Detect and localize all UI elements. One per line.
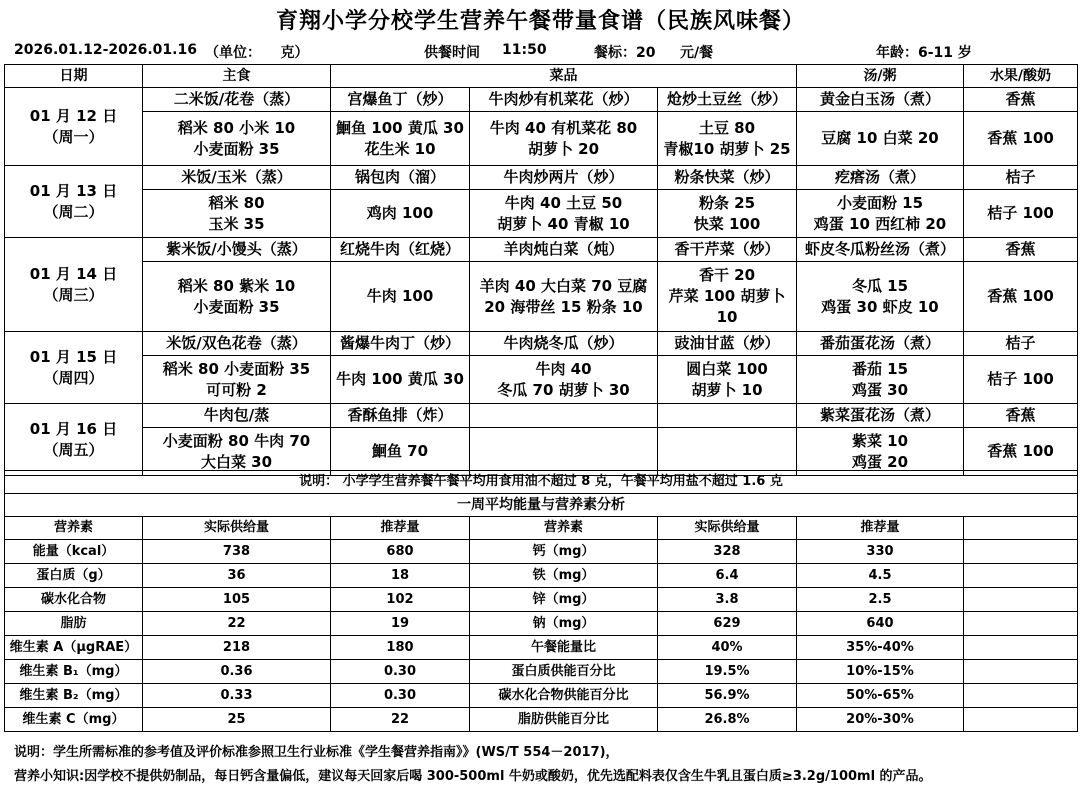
menu-weekday: （周二） [43, 202, 104, 221]
dish-name: 黄金白玉汤（煮） [797, 88, 964, 112]
ingredient-amount: 稻米 80 紫米 10 [177, 276, 296, 295]
nutrient-header-cell: 营养素 [5, 517, 143, 540]
nutrient-cell: 维生素 B₂（mg） [5, 684, 143, 708]
menu-amount-row [5, 428, 1078, 476]
price-label: 餐标：20 [594, 45, 656, 61]
footer-note: 说明：学生所需标准的参考值及评价标准参照卫生行业标准《学生餐营养指南》》(WS/T 554－2017)， [14, 745, 619, 760]
ingredient-amount: 豆腐 10 白菜 20 [821, 129, 939, 147]
ingredient-amount: 鸡蛋 30 虾皮 10 [821, 297, 939, 316]
ingredient-amount: 大白菜 30 [200, 452, 273, 471]
menu-dish-row [5, 238, 1078, 262]
nutrient-cell: 640 [797, 612, 964, 636]
ingredient-amount: 圆白菜 100 [686, 359, 768, 378]
nutrient-cell: 629 [658, 612, 797, 636]
dish-name: 羊肉炖白菜（炖） [470, 238, 658, 262]
ingredient-amount-cell [658, 262, 797, 332]
ingredient-amount-cell [797, 428, 964, 476]
header-staple: 主食 [143, 65, 331, 88]
date-range: 2026.01.12-2026.01.16 [14, 42, 197, 58]
menu-note: 说明： 小学学生营养餐午餐平均用食用油不超过 8 克，午餐平均用盐不超过 1.6 克 [5, 471, 1078, 494]
ingredient-amount: 玉米 35 [208, 214, 265, 233]
dish-name: 宫爆鱼丁（炒） [331, 88, 470, 112]
nutrient-cell: 10%-15% [797, 660, 964, 684]
nutrient-cell: 午餐能量比 [470, 636, 658, 660]
ingredient-amount-cell [658, 428, 797, 476]
menu-dish-row [5, 332, 1078, 356]
ingredient-amount: 牛肉 40 土豆 50 [504, 193, 623, 212]
nutrient-header-cell: 实际供给量 [658, 517, 797, 540]
menu-amount-row [5, 112, 1078, 166]
dish-name: 桔子 [964, 166, 1078, 190]
dish-name: 牛肉烧冬瓜（炒） [470, 332, 658, 356]
ingredient-amount: 香蕉 100 [987, 287, 1054, 305]
nutrient-cell [964, 540, 1078, 564]
ingredient-amount: 可可粉 2 [206, 380, 267, 399]
dish-name: 炝炒土豆丝（炒） [658, 88, 797, 112]
dish-name: 豉油甘蓝（炒） [658, 332, 797, 356]
dish-name: 紫米饭/小馒头（蒸） [143, 238, 331, 262]
ingredient-amount: 胡萝卜 20 [527, 139, 600, 158]
nutrient-cell: 22 [143, 612, 331, 636]
nutrient-cell: 维生素 C（mg） [5, 708, 143, 732]
ingredient-amount-cell [331, 262, 470, 332]
dish-name: 红烧牛肉（红烧） [331, 238, 470, 262]
nutrient-cell: 35%-40% [797, 636, 964, 660]
menu-date: 01 月 13 日 [29, 181, 118, 200]
dish-name: 锅包肉（溜） [331, 166, 470, 190]
dish-name: 酱爆牛肉丁（炒） [331, 332, 470, 356]
menu-header-row [5, 65, 1078, 88]
ingredient-amount: 冬瓜 15 [851, 276, 909, 295]
nutrient-header-cell: 推荐量 [797, 517, 964, 540]
dish-name: 粉条快菜（炒） [658, 166, 797, 190]
nutrient-cell: 40% [658, 636, 797, 660]
nutrient-row [5, 660, 1078, 684]
ingredient-amount-cell [797, 356, 964, 404]
ingredient-amount: 番茄 15 [851, 359, 909, 378]
nutrient-cell: 0.36 [143, 660, 331, 684]
ingredient-amount-cell [470, 428, 658, 476]
ingredient-amount: 小麦面粉 15 [836, 193, 924, 212]
menu-note-row [5, 471, 1078, 494]
nutrient-header-cell: 实际供给量 [143, 517, 331, 540]
ingredient-amount: 鸡肉 100 [366, 204, 434, 222]
menu-weekday: （周四） [43, 368, 104, 387]
dish-name: 香蕉 [964, 404, 1078, 428]
nutrient-cell: 维生素 A（μgRAE） [5, 636, 143, 660]
nutrient-cell: 680 [331, 540, 470, 564]
ingredient-amount: 桔子 100 [987, 204, 1054, 222]
nutrient-cell: 18 [331, 564, 470, 588]
nutrient-cell: 脂肪 [5, 612, 143, 636]
nutrient-row [5, 588, 1078, 612]
page-title: 育翔小学分校学生营养午餐带量食谱（民族风味餐） [275, 9, 805, 34]
ingredient-amount-cell [964, 262, 1078, 332]
nutrient-cell [964, 660, 1078, 684]
ingredient-amount: 10 [716, 308, 738, 326]
nutrient-cell: 钠（mg） [470, 612, 658, 636]
dish-name: 米饭/玉米（蒸） [143, 166, 331, 190]
nutrient-cell [964, 684, 1078, 708]
ingredient-amount: 牛肉 100 黄瓜 30 [336, 370, 464, 388]
dish-name: 香蕉 [964, 238, 1078, 262]
nutrient-cell: 25 [143, 708, 331, 732]
nutrient-cell: 脂肪供能百分比 [470, 708, 658, 732]
ingredient-amount: 20 海带丝 15 粉条 10 [484, 297, 643, 316]
ingredient-amount-cell [658, 190, 797, 238]
header-fruit: 水果/酸奶 [964, 65, 1078, 88]
nutrient-cell: 2.5 [797, 588, 964, 612]
nutrient-cell: 56.9% [658, 684, 797, 708]
menu-date-cell [5, 166, 143, 238]
nutrient-cell [964, 612, 1078, 636]
dish-name: 紫菜蛋花汤（煮） [797, 404, 964, 428]
nutrient-cell: 蛋白质供能百分比 [470, 660, 658, 684]
nutrient-cell: 4.5 [797, 564, 964, 588]
ingredient-amount-cell [331, 112, 470, 166]
ingredient-amount: 牛肉 40 [535, 359, 592, 378]
nutrient-cell: 102 [331, 588, 470, 612]
nutrient-cell: 330 [797, 540, 964, 564]
ingredient-amount-cell [964, 112, 1078, 166]
nutrient-cell [964, 708, 1078, 732]
nutrient-cell: 锌（mg） [470, 588, 658, 612]
nutrient-header-cell: 推荐量 [331, 517, 470, 540]
nutrient-cell: 105 [143, 588, 331, 612]
ingredient-amount: 冬瓜 70 胡萝卜 30 [497, 380, 630, 399]
dish-name: 桔子 [964, 332, 1078, 356]
menu-date-cell [5, 332, 143, 404]
ingredient-amount-cell [964, 190, 1078, 238]
ingredient-amount-cell [797, 190, 964, 238]
nutrient-header-cell: 营养素 [470, 517, 658, 540]
nutrient-row [5, 636, 1078, 660]
ingredient-amount: 香干 20 [698, 266, 756, 284]
dish-name: 番茄蛋花汤（煮） [797, 332, 964, 356]
analysis-title: 一周平均能量与营养素分析 [5, 494, 1078, 517]
dish-name: 虾皮冬瓜粉丝汤（煮） [797, 238, 964, 262]
nutrient-cell [964, 636, 1078, 660]
ingredient-amount: 香蕉 100 [987, 129, 1054, 147]
nutrient-cell: 26.8% [658, 708, 797, 732]
ingredient-amount-cell [964, 356, 1078, 404]
nutrient-cell: 22 [331, 708, 470, 732]
ingredient-amount: 胡萝卜 40 青椒 10 [497, 214, 630, 233]
ingredient-amount: 香蕉 100 [987, 442, 1054, 460]
menu-weekday: （周一） [43, 127, 104, 146]
nutrient-cell: 19 [331, 612, 470, 636]
dish-name: 牛肉包/蒸 [143, 404, 331, 428]
ingredient-amount: 牛肉 40 有机菜花 80 [489, 118, 638, 137]
menu-date: 01 月 14 日 [29, 264, 118, 283]
ingredient-amount-cell [797, 112, 964, 166]
ingredient-amount: 稻米 80 [208, 193, 265, 212]
ingredient-amount: 粉条 25 [698, 193, 756, 212]
ingredient-amount-cell [143, 112, 331, 166]
nutrient-row [5, 684, 1078, 708]
dish-name [658, 404, 797, 428]
ingredient-amount: 稻米 80 小米 10 [177, 118, 296, 137]
ingredient-amount-cell [470, 356, 658, 404]
ingredient-amount: 紫菜 10 [851, 431, 909, 450]
nutrient-cell: 钙（mg） [470, 540, 658, 564]
ingredient-amount-cell [470, 262, 658, 332]
ingredient-amount-cell [143, 262, 331, 332]
header-date: 日期 [5, 65, 143, 88]
menu-date: 01 月 12 日 [29, 106, 118, 125]
dish-name: 香蕉 [964, 88, 1078, 112]
menu-amount-row [5, 262, 1078, 332]
ingredient-amount: 羊肉 40 大白菜 70 豆腐 [479, 276, 648, 295]
nutrient-cell: 铁（mg） [470, 564, 658, 588]
dish-name: 香酥鱼排（炸） [331, 404, 470, 428]
nutrient-cell: 碳水化合物 [5, 588, 143, 612]
nutrient-cell: 180 [331, 636, 470, 660]
nutrient-cell: 20%-30% [797, 708, 964, 732]
ingredient-amount: 青椒10 胡萝卜 25 [663, 139, 791, 158]
ingredient-amount-cell [331, 356, 470, 404]
header-dishes: 菜品 [331, 65, 797, 88]
ingredient-amount-cell [658, 356, 797, 404]
ingredient-amount: 芹菜 100 胡萝卜 [668, 287, 786, 305]
nutrient-cell: 36 [143, 564, 331, 588]
ingredient-amount-cell [964, 428, 1078, 476]
nutrient-cell: 0.30 [331, 660, 470, 684]
nutrient-cell: 维生素 B₁（mg） [5, 660, 143, 684]
nutrient-row [5, 708, 1078, 732]
ingredient-amount: 牛肉 100 [366, 287, 434, 305]
ingredient-amount: 稻米 80 小麦面粉 35 [162, 359, 311, 378]
dish-name: 牛肉炒两片（炒） [470, 166, 658, 190]
ingredient-amount: 土豆 80 [698, 118, 756, 137]
menu-date-cell [5, 238, 143, 332]
nutrient-row [5, 540, 1078, 564]
dish-name: 米饭/双色花卷（蒸） [143, 332, 331, 356]
age-range: 年龄：6-11 岁 [876, 45, 972, 61]
nutrient-cell: 738 [143, 540, 331, 564]
menu-weekday: （周五） [43, 440, 104, 459]
unit-label: （单位： 克） [205, 45, 309, 61]
nutrient-cell: 19.5% [658, 660, 797, 684]
ingredient-amount-cell [143, 428, 331, 476]
price-unit: 元/餐 [680, 45, 714, 61]
ingredient-amount-cell [797, 262, 964, 332]
nutrient-cell: 218 [143, 636, 331, 660]
nutrient-row [5, 612, 1078, 636]
nutrition-analysis-table [4, 470, 1078, 732]
ingredient-amount-cell [331, 428, 470, 476]
dish-name: 二米饭/花卷（蒸） [143, 88, 331, 112]
dish-name: 疙瘩汤（煮） [797, 166, 964, 190]
nutrient-header-row [5, 517, 1078, 540]
dish-name: 牛肉炒有机菜花（炒） [470, 88, 658, 112]
serve-time-label: 供餐时间 [424, 45, 480, 61]
nutrient-cell: 50%-65% [797, 684, 964, 708]
nutrient-cell [964, 588, 1078, 612]
ingredient-amount: 鸡蛋 30 [851, 380, 909, 399]
menu-date: 01 月 16 日 [29, 419, 118, 438]
analysis-title-row [5, 494, 1078, 517]
ingredient-amount-cell [470, 190, 658, 238]
menu-date: 01 月 15 日 [29, 347, 118, 366]
ingredient-amount: 桔子 100 [987, 370, 1054, 388]
ingredient-amount-cell [143, 190, 331, 238]
nutrient-cell: 3.8 [658, 588, 797, 612]
ingredient-amount: 鮰鱼 70 [371, 442, 429, 460]
nutrient-cell: 328 [658, 540, 797, 564]
ingredient-amount-cell [470, 112, 658, 166]
serve-time: 11:50 [502, 42, 547, 58]
ingredient-amount: 胡萝卜 10 [691, 380, 763, 399]
footer-tip: 营养小知识:因学校不提供奶制品，每日钙含量偏低，建议每天回家后喝 300-500ml 牛奶或酸奶，优先选配料表仅含生牛乳且蛋白质≥3.2g/100ml 的产品。 [14, 769, 932, 784]
menu-dish-row [5, 166, 1078, 190]
weekly-menu-table [4, 64, 1078, 476]
header-soup: 汤/粥 [797, 65, 964, 88]
dish-name: 香干芹菜（炒） [658, 238, 797, 262]
nutrient-cell: 0.30 [331, 684, 470, 708]
ingredient-amount: 小麦面粉 80 牛肉 70 [162, 431, 311, 450]
nutrient-cell: 能量（kcal） [5, 540, 143, 564]
ingredient-amount: 小麦面粉 35 [193, 297, 280, 316]
dish-name [470, 404, 658, 428]
ingredient-amount: 快菜 100 [693, 214, 761, 233]
nutrient-row [5, 564, 1078, 588]
ingredient-amount: 鮰鱼 100 黄瓜 30 [336, 118, 464, 137]
nutrient-cell: 6.4 [658, 564, 797, 588]
nutrient-cell: 碳水化合物供能百分比 [470, 684, 658, 708]
ingredient-amount: 鸡蛋 20 [851, 452, 909, 471]
ingredient-amount: 小麦面粉 35 [193, 139, 280, 158]
ingredient-amount: 鸡蛋 10 西红柿 20 [813, 214, 947, 233]
ingredient-amount-cell [143, 356, 331, 404]
menu-date-cell [5, 404, 143, 476]
nutrient-cell: 0.33 [143, 684, 331, 708]
menu-date-cell [5, 88, 143, 166]
ingredient-amount-cell [658, 112, 797, 166]
nutrient-cell: 蛋白质（g） [5, 564, 143, 588]
menu-weekday: （周三） [43, 285, 104, 304]
nutrient-header-cell [964, 517, 1078, 540]
ingredient-amount-cell [331, 190, 470, 238]
menu-amount-row [5, 190, 1078, 238]
nutrient-cell [964, 564, 1078, 588]
menu-amount-row [5, 356, 1078, 404]
menu-dish-row [5, 404, 1078, 428]
ingredient-amount: 花生米 10 [364, 139, 436, 158]
menu-dish-row [5, 88, 1078, 112]
